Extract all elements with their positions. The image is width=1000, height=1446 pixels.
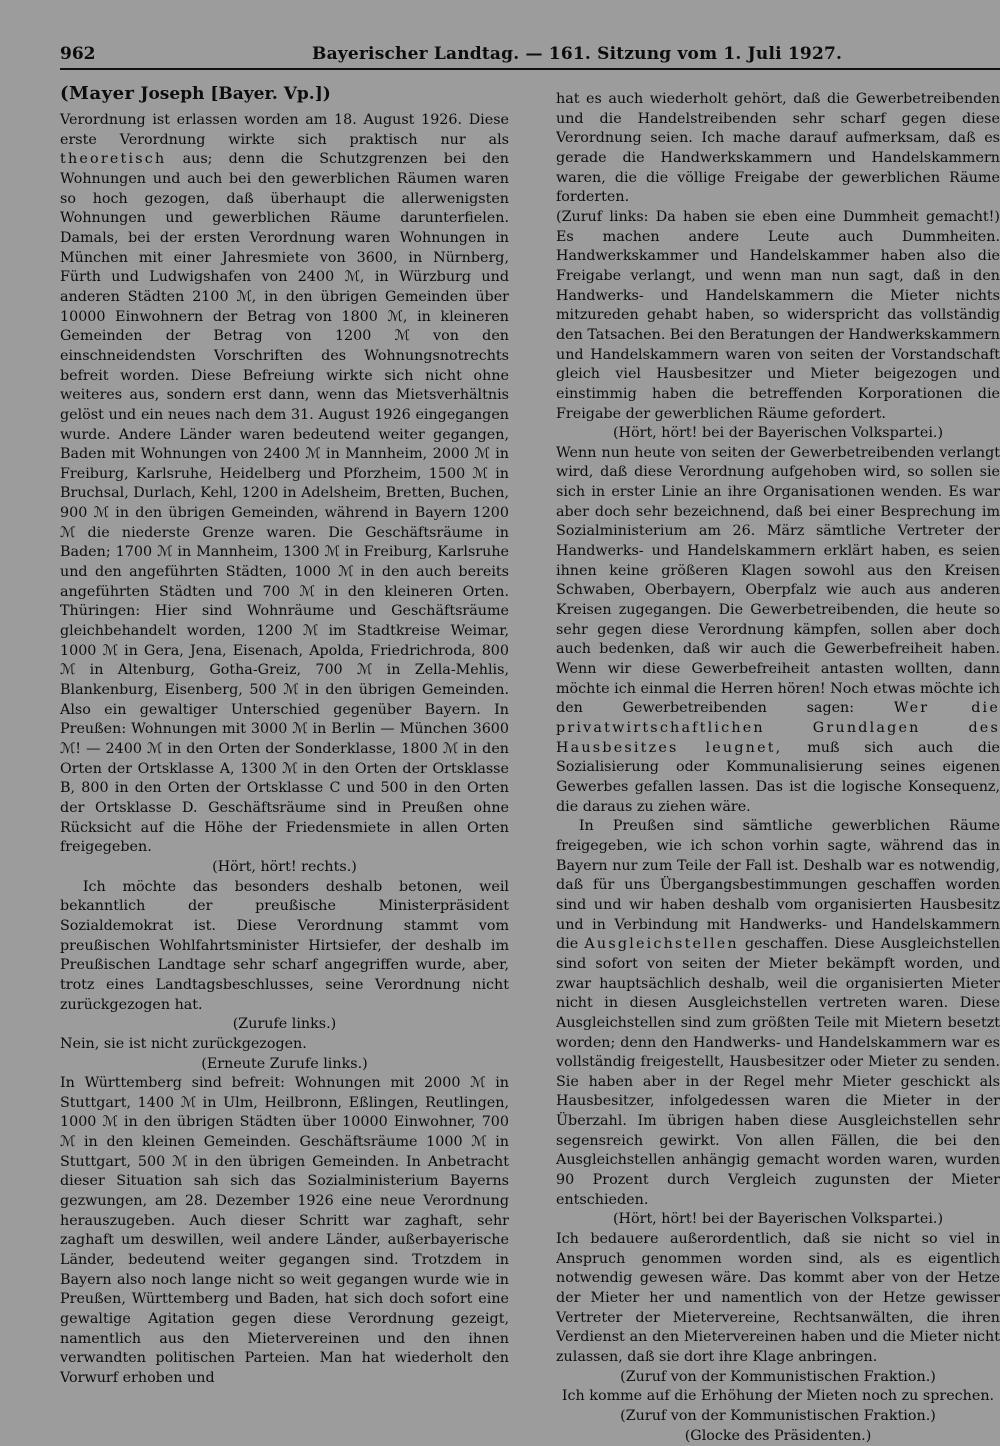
- page-header-title: Bayerischer Landtag. — 161. Sitzung vom 1. Juli 1927.: [312, 44, 843, 64]
- paragraph: Ich komme auf die Erhöhung der Mieten noch zu sprechen.: [561, 1388, 995, 1405]
- text-run: muß sich auch die Sozialisierung oder Kommunalisierung seines eigenen Gewerbes gefallen lassen. Das ist die logische Konsequenz, die daraus zu ziehen wäre.: [556, 739, 1000, 815]
- spaced-emphasis: Wer die privatwirtschaftlichen Grundlagen des Hausbesitzes leugnet,: [556, 700, 1000, 756]
- left-column: [60, 83, 509, 1389]
- speaker-line: [60, 83, 509, 105]
- interjection: (Hört, hört! bei der Bayerischen Volkspartei.): [612, 1211, 944, 1228]
- page-number: 962: [60, 44, 96, 64]
- text-run: aus; denn die Schutzgrenzen bei den Wohnungen und auch bei den gewerblichen Räumen waren so hoch gezogen, daß überhaupt die allerwenigsten Wohnungen und gewerblichen Räume darunterfielen. Damals, bei der ersten Verordnung waren Wohnungen in München mit einer Jahresmiete von 3600, in Nürnberg, Fürth und Ludwigshafen von 2400 ℳ, in Würzburg und anderen Städten 2100 ℳ, in den übrigen Gemeinden über 10000 Einwohnern der Betrag von 1800 ℳ, in kleineren Gemeinden der Betrag von 1200 ℳ von den einschneidendsten Vorschriften des Wohnungsnotrechts befreit worden. Diese Befreiung wirkte sich nicht ohne weiteres aus, sondern erst dann, wenn das Mietsverhältnis gelöst und ein neues nach dem 31. August 1926 eingegangen wurde. Andere Länder waren bedeutend weiter gegangen, Baden mit Wohnungen von 2400 ℳ in Mannheim, 2000 ℳ in Freiburg, Karlsruhe, Heidelberg und Pforzheim, 1500 ℳ in Bruchsal, Durlach, Kehl, 1200 in Adelsheim, Bretten, Buchen, 900 ℳ in den übrigen Gemeinden, während in Bayern 1200 ℳ die niederste Grenze waren. Die Geschäftsräume in Baden; 1700 ℳ in Mannheim, 1300 ℳ in Freiburg, Karlsruhe und den angeführten Städten, 1000 ℳ in den auch bereits angeführten Städten und 700 ℳ in den kleineren Orten. Thüringen: Hier sind Wohnräume und Geschäftsräume gleichbehandelt worden, 1200 ℳ im Stadtkreise Weimar, 1000 ℳ in Gera, Jena, Eisenach, Apolda, Friedrichroda, 800 ℳ in Altenburg, Gotha-Greiz, 700 ℳ in Zella-Mehlis, Blankenburg, Eisenberg, 500 ℳ in den übrigen Gemeinden. Also ein gewaltiger Unterschied gegenüber Bayern. In Preußen: Wohnungen mit 3000 ℳ in Berlin — München 3600 ℳ! — 2400 ℳ in den Orten der Sonderklasse, 1800 ℳ in den Orten der Ortsklasse A, 1300 ℳ in den Orten der Ortsklasse B, 800 in den Orten der Ortsklasse C und 500 in den Orten der Ortsklasse D. Geschäftsräume sind in Preußen ohne Rücksicht auf die Höhe der Friedensmiete in allen Orten freigegeben.: [60, 151, 510, 856]
- speaker-name: (Mayer: [60, 83, 135, 104]
- spaced-emphasis: Ausgleichstellen: [584, 936, 739, 953]
- paragraph: [556, 817, 1000, 1210]
- paragraph: In Württemberg sind befreit: Wohnungen mit 2000 ℳ in Stuttgart, 1400 ℳ in Ulm, Heilbronn, Eßlingen, Reutlingen, 1000 ℳ in den übrigen Städten über 10000 Einwohner, 700 ℳ in den kleinen Gemeinden. Geschäftsräume 1000 ℳ in Stuttgart, 500 ℳ in den übrigen Gemeinden. In Anbetracht dieser Situation sah sich das Sozialministerium Bayerns gezwungen, am 28. Dezember 1926 eine neue Verordnung herauszugeben. Auch dieser Schritt war zaghaft, sehr zaghaft um deswillen, weil andere Länder, außerbayerische Länder, bedeutend weiter gegangen sind. Trotzdem in Bayern also noch lange nicht so weit gegangen wurde wie in Preußen, Württemberg und Baden, hat sich doch sofort eine gewaltige Agitation gegen diese Verordnung gezeigt, namentlich aus den Mietervereinen und den ihnen verwandten politischen Parteien. Man hat wiederholt den Vorwurf erhoben und: [60, 1075, 509, 1386]
- paragraph: hat es auch wiederholt gehört, daß die Gewerbetreibenden und die Handelstreibenden sehr scharf gegen diese Verordnung seien. Ich mache darauf aufmerksam, daß es gerade die Handwerkskammern und Handelskammern waren, die die völlige Freigabe der gewerblichen Räume forderten.: [556, 91, 1000, 206]
- paragraph: (Zuruf links: Da haben sie eben eine Dummheit gemacht!) Es machen andere Leute auch Dummheiten. Handwerkskammer und Handelskammer haben also die Freigabe verlangt, und wenn man nun sagt, daß in den Handwerks- und Handelskammern die Mieter nichts mitzureden gehabt haben, so widerspricht das vollständig den Tatsachen. Bei den Beratungen der Handwerkskammern und Handelskammern waren von seiten der Vorstandschaft gleich viel Hausbesitzer und Mieter beigezogen und einstimmig haben die betreffenden Korporationen die Freigabe der gewerblichen Räume gefordert.: [556, 208, 1000, 422]
- interjection: (Zuruf von der Kommunistischen Fraktion.): [620, 1368, 936, 1385]
- paragraph: [556, 444, 1000, 817]
- interjection: (Erneute Zurufe links.): [201, 1055, 368, 1072]
- speaker-party: Joseph [Bayer. Vp.]): [140, 84, 331, 104]
- interjection: (Zuruf von der Kommunistischen Fraktion.): [620, 1407, 936, 1424]
- text-run: Wenn nun heute von seiten der Gewerbetreibenden verlangt wird, daß diese Verordnung aufgehoben wird, so sollen sie sich in erster Linie an ihre Organisationen wenden. Es war aber doch sehr bezeichnend, daß bei einer Besprechung im Sozialministerium am 26. März sämtliche Vertreter der Handwerks- und Handelskammern erklärt haben, es seien ihnen keine größeren Klagen sowohl aus den Kreisen Schwaben, Oberbayern, Oberpfalz wie auch aus anderen Kreisen zugegangen. Die Gewerbetreibenden, die heute so sehr gegen diese Verordnung kämpfen, sollen aber doch auch bedenken, daß wir auch die Gewerbefreiheit haben. Wenn wir diese Gewerbefreiheit antasten wollten, dann möchte ich einmal die Herren hören! Noch etwas möchte ich den Gewerbetreibenden sagen:: [556, 444, 1000, 717]
- interjection: (Hört, hört! bei der Bayerischen Volkspartei.): [612, 425, 944, 442]
- text-run: Verordnung ist erlassen worden am 18. August 1926. Diese erste Verordnung wirkte sich praktisch nur als: [60, 112, 509, 148]
- page-header: [60, 40, 1000, 70]
- right-column: [556, 90, 1000, 1446]
- paragraph: Ich bedauere außerordentlich, daß sie nicht so viel in Anspruch genommen worden sind, als es eigentlich notwendig gewesen wäre. Das kommt aber von der Hetze der Mieter her und namentlich von der Hetze gewisser Vertreter der Mietervereine, Rechtsanwälten, die ihren Verdienst an den Mietervereinen haben und die Mieter nicht zulassen, daß sie dort ihre Klage anbringen.: [556, 1231, 1000, 1365]
- paragraph: [60, 111, 509, 858]
- paragraph: Ich möchte das besonders deshalb betonen, weil bekanntlich der preußische Ministerpräsident Sozialdemokrat ist. Diese Verordnung stammt vom preußischen Wohlfahrtsminister Hirtsiefer, der deshalb im Preußischen Landtage sehr scharf angegriffen wurde, aber, trotz eines Landtagsbeschlusses, seine Verordnung nicht zurückgezogen hat.: [60, 878, 509, 1013]
- interjection: (Hört, hört! rechts.): [212, 858, 357, 875]
- spaced-emphasis: theoretisch: [60, 151, 167, 168]
- interjection: (Glocke des Präsidenten.): [684, 1427, 872, 1444]
- paragraph: Nein, sie ist nicht zurückgezogen.: [60, 1035, 307, 1052]
- interjection: (Zurufe links.): [232, 1016, 337, 1033]
- text-run: geschaffen. Diese Ausgleichstellen sind sofort von seiten der Mieter bekämpft worden, und zwar hauptsächlich deshalb, weil die organisierten Mieter nicht in diesen Ausgleichstellen vertreten waren. Diese Ausgleichstellen sind zum größten Teile mit Mietern besetzt worden; denn den Handwerks- und Handelskammern war es vollständig freigestellt, Hausbesitzer oder Mieter zu senden. Sie haben aber in der Regel mehr Mieter geschickt als Hausbesitzer, infolgedessen waren die Mieter in der Überzahl. Im übrigen haben diese Ausgleichstellen sehr segensreich gewirkt. Von allen Fällen, die bei den Ausgleichstellen anhängig gemacht worden waren, wurden 90 Prozent durch Vergleich zugunsten der Mieter entschieden.: [556, 936, 1000, 1208]
- text-run: In Preußen sind sämtliche gewerblichen Räume freigegeben, wie ich schon vorhin sagte, während das in Bayern nur zum Teile der Fall ist. Deshalb war es notwendig, daß für uns Übergangsbestimmungen geschaffen worden sind und wir haben deshalb vom organisierten Hausbesitz und in Verbindung mit Handwerks- und Handelskammern die: [556, 818, 1000, 953]
